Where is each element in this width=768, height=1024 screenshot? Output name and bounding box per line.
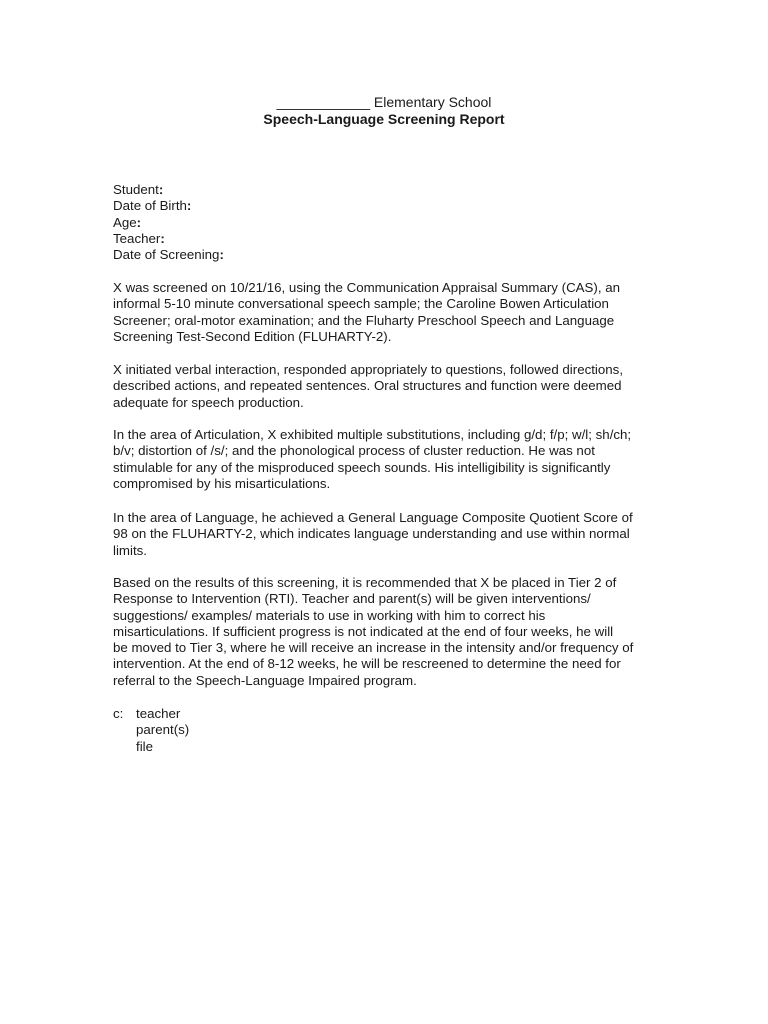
- paragraph-line: referral to the Speech-Language Impaired program.: [113, 672, 417, 688]
- cc-row: [113, 706, 673, 722]
- paragraph-line: b/v; distortion of /s/; and the phonological process of cluster reduction. He was not: [113, 443, 595, 459]
- paragraph-line: misarticulations. If sufficient progress is not indicated at the end of four weeks, he will: [113, 623, 614, 639]
- student-info-fields: [113, 182, 673, 263]
- paragraph-line: compromised by his misarticulations.: [113, 475, 331, 491]
- paragraph-line: Response to Intervention (RTI). Teacher and parent(s) will be given interventions/: [113, 591, 591, 607]
- paragraph-line: Screener; oral-motor examination; and the Fluharty Preschool Speech and Language: [113, 312, 615, 328]
- field-age: Age:: [113, 214, 142, 230]
- field-label: Date of Birth: [113, 198, 187, 214]
- paragraph-line: In the area of Language, he achieved a General Language Composite Quotient Score of: [113, 510, 633, 525]
- field-teacher: Teacher:: [113, 230, 165, 246]
- paragraph-line: In the area of Articulation, X exhibited multiple substitutions, including g/d; f/p; w/l; sh/ch;: [113, 427, 632, 442]
- field-label: Date of Screening: [113, 247, 220, 263]
- paragraph-line: Screening Test-Second Edition (FLUHARTY-2).: [113, 328, 392, 344]
- paragraph-articulation: [113, 427, 673, 492]
- cc-recipient: teacher: [136, 706, 181, 721]
- cc-prefix: c:: [113, 706, 124, 721]
- paragraph-line: Based on the results of this screening, it is recommended that X be placed in Tier 2 of: [113, 575, 617, 590]
- paragraph-line: intervention. At the end of 8-12 weeks, he will be rescreened to determine the need for: [113, 656, 621, 672]
- paragraph-line: informal 5-10 minute conversational speech sample; the Caroline Bowen Articulation: [113, 296, 609, 312]
- paragraph-line: described actions, and repeated sentences. Oral structures and function were deemed: [113, 378, 622, 394]
- cc-row: [113, 722, 673, 738]
- paragraph-line: stimulable for any of the misproduced speech sounds. His intelligibility is significantly: [113, 459, 611, 475]
- paragraph-line: 98 on the FLUHARTY-2, which indicates language understanding and use within normal: [113, 526, 630, 542]
- paragraph-line: X initiated verbal interaction, responded appropriately to questions, followed directions,: [113, 362, 624, 377]
- field-date-of-birth: Date of Birth:: [113, 198, 192, 214]
- paragraph-observations: [113, 362, 673, 411]
- cc-recipient: file: [136, 738, 153, 754]
- paragraph-screening-methods: [113, 280, 673, 345]
- paragraph-line: X was screened on 10/21/16, using the Communication Appraisal Summary (CAS), an: [113, 280, 621, 295]
- cc-row: [113, 739, 673, 755]
- field-label: Student: [113, 182, 159, 197]
- field-label: Teacher: [113, 230, 161, 246]
- paragraph-line: adequate for speech production.: [113, 394, 304, 410]
- report-title: Speech-Language Screening Report: [263, 111, 505, 127]
- paragraph-line: be moved to Tier 3, where he will receive an increase in the intensity and/or frequency of: [113, 640, 634, 656]
- paragraph-line: suggestions/ examples/ materials to use in working with him to correct his: [113, 607, 546, 623]
- field-student: Student:: [113, 182, 164, 197]
- paragraph-line: limits.: [113, 542, 147, 558]
- carbon-copy-list: [113, 706, 673, 755]
- cc-recipient: parent(s): [136, 722, 190, 738]
- field-label: Age: [113, 214, 137, 230]
- paragraph-recommendation: [113, 575, 673, 689]
- field-date-of-screening: Date of Screening:: [113, 247, 224, 263]
- school-name-line: ____________ Elementary School: [276, 94, 492, 110]
- paragraph-language: [113, 510, 673, 559]
